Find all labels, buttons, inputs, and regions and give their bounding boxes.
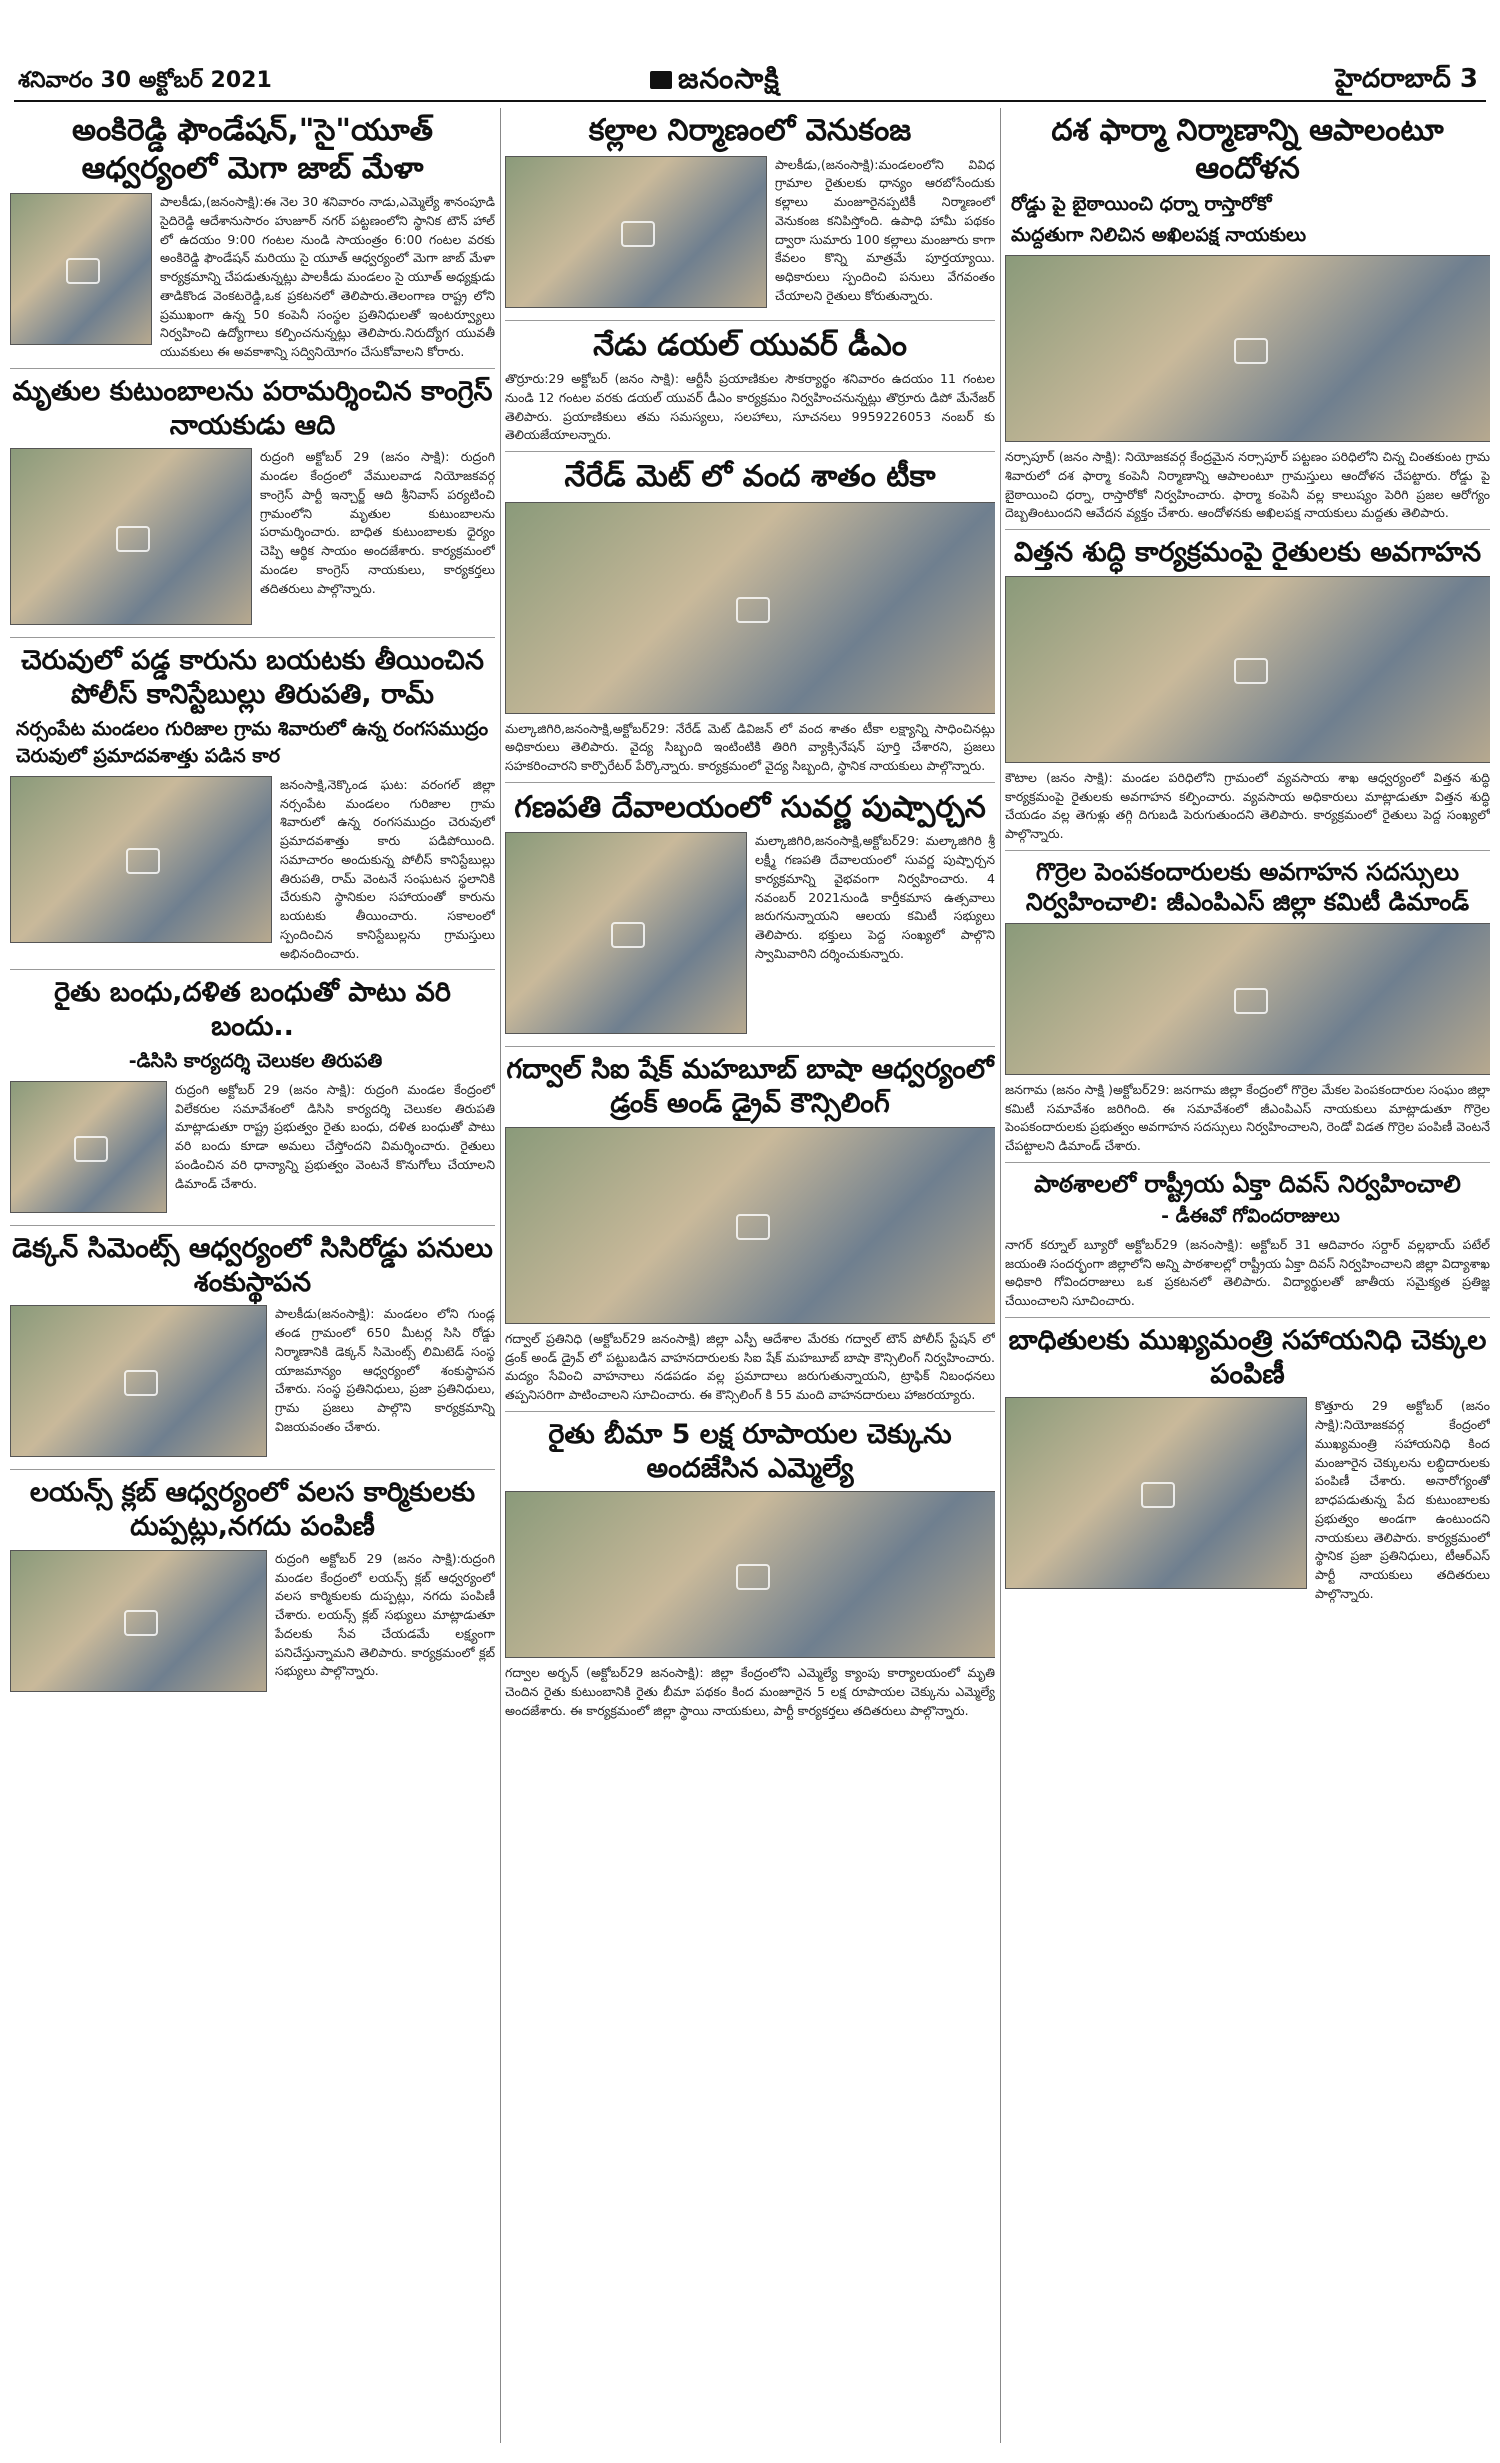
- masthead-rule: [14, 100, 1486, 102]
- story-body: పాలకీడు,(జనంసాక్షి):మండలంలోని వివిధ గ్రామాల రైతులకు ధాన్యం ఆరబోసేందుకు కల్లాలు మంజూరైనప్పటికీ నిర్మాణంలో వెనుకంజ కనిపిస్తోంది. ఉపాధి హామీ పథకం ద్వారా సుమారు 100 కల్లాలు మంజూరు కాగా కేవలం కొన్ని మాత్రమే పూర్తయ్యాయి. అధికారులు స్పందించి పనులు వేగవంతం చేయాలని రైతులు కోరుతున్నారు.: [775, 156, 995, 303]
- story-body: జనంసాక్షి,నెక్కొండ ఘట: వరంగల్ జిల్లా నర్సంపేట మండలం గురిజాల గ్రామ శివారులో ఉన్న రంగసముద్రం చెరువులో ప్రమాదవశాత్తు కారు పడిపోయింది. సమాచారం అందుకున్న పోలీస్ కానిస్టేబుల్లు తిరుపతి, రామ్ వెంటనే సంఘటన స్థలానికి చేరుకుని స్థానికుల సహాయంతో కారును బయటకు తీయించారు. సకాలంలో స్పందించిన కానిస్టేబుల్లను గ్రామస్తులు అభినందించారు.: [280, 776, 495, 961]
- column-3: [1005, 108, 1490, 2443]
- story-headline: మృతుల కుటుంబాలను పరామర్శించిన కాంగ్రెస్ నాయకుడు ఆది: [12, 375, 493, 441]
- story-kallalu: [505, 112, 995, 314]
- news-photo: [505, 1127, 995, 1324]
- page-number: హైదరాబాద్ 3: [1335, 64, 1478, 94]
- story-headline: కల్లాల నిర్మాణంలో వెనుకంజ: [588, 113, 912, 148]
- story-body: గద్వాల్ ప్రతినిధి (అక్టోబర్29 జనంసాక్షి) జిల్లా ఎస్పీ ఆదేశాల మేరకు గద్వాల్ టౌన్ పోలీస్ స్టేషన్ లో డ్రంక్ అండ్ డ్రైవ్ లో పట్టుబడిన వాహనదారులకు సిఐ షేక్ మహబూబ్ బాషా కౌన్సిలింగ్ నిర్వహించారు. మద్యం సేవించి వాహనాలు నడపడం వల్ల ప్రమాదాలు జరుగుతున్నాయని, ట్రాఫిక్ నిబంధనలు తప్పనిసరిగా పాటించాలని సూచించారు. ఈ కౌన్సిలింగ్ కి 55 మంది వాహనదారులు హాజరయ్యారు.: [505, 1330, 995, 1402]
- news-photo: [10, 1550, 267, 1692]
- story-headline: డెక్కన్ సిమెంట్స్ ఆధ్వర్యంలో సిసిరోడ్డు పనులు శంకుస్థాపన: [12, 1232, 493, 1298]
- story-body: పాలకీడు,(జనంసాక్షి):ఈ నెల 30 శనివారం నాడు,ఎమ్మెల్యే శానంపూడి సైదిరెడ్డి ఆదేశానుసారం హుజూర్ నగర్ పట్టణంలోని స్థానిక టౌన్ హాల్ లో ఉదయం 9:00 గంటల నుండి సాయంత్రం 6:00 గంటల వరకు అంకిరెడ్డి ఫౌండేషన్ మరియు సై యూత్ ఆధ్వర్యంలో మెగా జాబ్ మేళా కార్యక్రమాన్ని చేపడుతున్నట్లు పాలకీడు మండలం సై యూత్ అధ్యక్షుడు తాడికొండ వెంకటరెడ్డి,ఒక ప్రకటనలో తెలిపారు.తెలంగాణ రాష్ట్ర లోని ప్రముఖంగా ఉన్న 50 కంపెనీ సంస్థల ప్రతినిధులతో ఇంటర్వ్యూలు నిర్వహించి ఉద్యోగాలు కల్పించనున్నట్లు తెలిపారు.నిరుద్యోగ యువతీ యువకులు ఈ అవకాశాన్ని సద్వినియోగం చేసుకోవాలని కోరారు.: [160, 194, 495, 359]
- story-headline: నేరేడ్ మెట్ లో వంద శాతం టీకా: [564, 459, 936, 494]
- photo-icon: [1234, 988, 1268, 1014]
- story-divider: [505, 1411, 995, 1412]
- story-body: కౌటాల (జనం సాక్షి): మండల పరిధిలోని గ్రామంలో వ్యవసాయ శాఖ ఆధ్వర్యంలో విత్తన శుద్ధి కార్యక్రమంపై రైతులకు అవగాహన కల్పించారు. వ్యవసాయ అధికారులు మాట్లాడుతూ విత్తన శుద్ధి చేయడం వల్ల తెగుళ్లు తగ్గి దిగుబడి పెరుగుతుందని తెలిపారు. కార్యక్రమంలో రైతులు పెద్ద సంఖ్యలో పాల్గొన్నారు.: [1005, 769, 1490, 841]
- story-seed-treatment: [1005, 536, 1490, 844]
- column-divider: [500, 108, 501, 2443]
- photo-icon: [736, 1214, 770, 1240]
- photo-icon: [116, 526, 150, 552]
- story-body: నాగర్ కర్నూల్ బ్యూరో అక్టోబర్29 (జనంసాక్షి): అక్టోబర్ 31 ఆదివారం సర్దార్ వల్లభాయ్ పటేల్ జయంతి సందర్భంగా జిల్లాలోని అన్ని పాఠశాలల్లో రాష్ట్రీయ ఏక్తా దివస్ నిర్వహించాలని జిల్లా విద్యాశాఖ అధికారి గోవిందరాజులు ఒక ప్రకటనలో తెలిపారు. విద్యార్థులతో జాతీయ సమైక్యత ప్రతిజ్ఞ చేయించాలని సూచించారు.: [1005, 1236, 1490, 1308]
- story-divider: [1005, 1162, 1490, 1163]
- story-body: నర్సాపూర్ (జనం సాక్షి): నియోజకవర్గ కేంద్రమైన నర్సాపూర్ పట్టణం పరిధిలోని చిన్న చింతకుంట గ్రామ శివారులో దశ ఫార్మా కంపెనీ నిర్మాణాన్ని ఆపాలంటూ గ్రామస్తులు ఆందోళన చేపట్టారు. రోడ్డు పై బైఠాయించి ధర్నా, రాస్తారోకో నిర్వహించారు. ఫార్మా కంపెనీ వల్ల కాలుష్యం పెరిగి ప్రజల ఆరోగ్యం దెబ్బతింటుందని ఆవేదన వ్యక్తం చేశారు. ఆందోళనకు అఖిలపక్ష నాయకులు మద్దతు తెలిపారు.: [1005, 449, 1490, 521]
- story-headline: పాఠశాలలో రాష్ట్రీయ ఏక్తా దివస్ నిర్వహించాలి: [1034, 1169, 1461, 1198]
- story-cc-road: [10, 1232, 495, 1464]
- story-headline: రైతు బీమా 5 లక్ష రూపాయల చెక్కును అందజేసిన ఎమ్మెల్యే: [548, 1418, 952, 1484]
- photo-icon: [66, 258, 100, 284]
- story-pharma-protest: [1005, 112, 1490, 523]
- story-cmrf: [1005, 1324, 1490, 1604]
- story-divider: [505, 1046, 995, 1047]
- story-headline: లయన్స్ క్లబ్ ఆధ్వర్యంలో వలస కార్మికులకు దుప్పట్లు,నగదు పంపిణీ: [29, 1477, 476, 1542]
- story-rythu-bandhu: [10, 976, 495, 1219]
- story-divider: [1005, 850, 1490, 851]
- news-photo: [505, 156, 767, 308]
- story-ganapathi-temple: [505, 789, 995, 1041]
- story-divider: [505, 451, 995, 452]
- newspaper-name: జనంసాక్షి: [678, 62, 780, 95]
- story-body: కొత్తూరు 29 అక్టోబర్ (జనం సాక్షి):నియోజకవర్గ కేంద్రంలో ముఖ్యమంత్రి సహాయనిధి కింద మంజూరైన చెక్కులను లబ్ధిదారులకు పంపిణీ చేశారు. అనారోగ్యంతో బాధపడుతున్న పేద కుటుంబాలకు ప్రభుత్వం అండగా ఉంటుందని నాయకులు తెలిపారు. కార్యక్రమంలో స్థానిక ప్రజా ప్రతినిధులు, టీఆర్ఎస్ పార్టీ నాయకులు తదితరులు పాల్గొన్నారు.: [1315, 1398, 1490, 1601]
- photo-icon: [611, 922, 645, 948]
- story-headline: గొర్రెల పెంపకందారులకు అవగాహన సదస్సులు నిర్వహించాలి: జీఎంపిఎస్ జిల్లా కమిటీ డిమాండ్: [1025, 857, 1470, 916]
- column-2: [505, 108, 995, 2443]
- news-photo: [1005, 576, 1490, 763]
- news-photo: [10, 448, 252, 625]
- story-bullet: రోడ్డు పై బైఠాయించి ధర్నా రాస్తారోకో: [1011, 193, 1272, 215]
- story-body: గద్వాల అర్బన్ (అక్టోబర్29 జనంసాక్షి): జిల్లా కేంద్రంలోని ఎమ్మెల్యే క్యాంపు కార్యాలయంలో మృతి చెందిన రైతు కుటుంబానికి రైతు బీమా పథకం కింద మంజూరైన 5 లక్ష రూపాయల చెక్కును ఎమ్మెల్యే అందజేశారు. ఈ కార్యక్రమంలో జిల్లా స్థాయి నాయకులు, పార్టీ కార్యకర్తలు తదితరులు పాల్గొన్నారు.: [505, 1665, 995, 1718]
- newspaper-logo: [650, 62, 780, 102]
- photo-icon: [1234, 658, 1268, 684]
- story-divider: [505, 320, 995, 321]
- story-divider: [10, 637, 495, 638]
- issue-date: శనివారం 30 అక్టోబర్ 2021: [18, 68, 272, 93]
- photo-icon: [1234, 338, 1268, 364]
- photo-icon: [621, 221, 655, 247]
- news-photo: [10, 193, 152, 345]
- story-subheadline: - డీఈవో గోవిందరాజులు: [1161, 1204, 1340, 1227]
- news-photo: [10, 1305, 267, 1457]
- photo-icon: [736, 597, 770, 623]
- news-photo: [10, 776, 272, 943]
- photo-icon: [1141, 1482, 1175, 1508]
- news-photo: [10, 1081, 167, 1213]
- story-divider: [10, 969, 495, 970]
- story-body: మల్కాజిగిరి,జనంసాక్షి,అక్టోబర్29: నేరేడ్ మెట్ డివిజన్ లో వంద శాతం టీకా లక్ష్యాన్ని సాధించినట్లు అధికారులు తెలిపారు. వైద్య సిబ్బంది ఇంటింటికి తిరిగి వ్యాక్సినేషన్ పూర్తి చేశారని, ప్రజలు సహకరించారని కార్పొరేటర్ పేర్కొన్నారు. కార్యక్రమంలో వైద్య సిబ్బంది, స్థానిక నాయకులు పాల్గొన్నారు.: [505, 720, 995, 773]
- story-divider: [10, 1469, 495, 1470]
- story-lions-club: [10, 1476, 495, 1698]
- story-bullet: మద్దతుగా నిలిచిన అఖిలపక్ష నాయకులు: [1011, 224, 1307, 246]
- photo-icon: [74, 1136, 108, 1162]
- story-divider: [10, 368, 495, 369]
- news-photo: [505, 832, 747, 1034]
- story-dial-your-dm: [505, 327, 995, 446]
- news-photo: [505, 502, 995, 714]
- story-headline: రైతు బంధు,దళిత బంధుతో పాటు వరి బందు..: [54, 977, 451, 1042]
- story-divider: [505, 782, 995, 783]
- photo-icon: [126, 848, 160, 874]
- story-rythu-bima: [505, 1418, 995, 1721]
- photo-icon: [124, 1370, 158, 1396]
- story-headline: చెరువులో పడ్డ కారును బయటకు తీయించిన పోలీస్ కానిస్టేబుల్లు తిరుపతి, రామ్: [21, 645, 484, 710]
- story-headline: విత్తన శుద్ధి కార్యక్రమంపై రైతులకు అవగాహన: [1013, 537, 1482, 568]
- masthead: [0, 0, 1500, 96]
- news-photo: [1005, 255, 1490, 442]
- story-body: తొర్రూరు:29 అక్టోబర్ (జనం సాక్షి): ఆర్టీసీ ప్రయాణికుల సౌకర్యార్థం శనివారం ఉదయం 11 గంటల నుండి 12 గంటల వరకు డయల్ యువర్ డీఎం కార్యక్రమం నిర్వహించనున్నట్లు తొర్రూరు డిపో మేనేజర్ తెలిపారు. ప్రయాణికులు తమ సమస్యలు, సలహాలు, సూచనలు 9959226053 నంబర్ కు తెలియజేయాలన్నారు.: [505, 371, 995, 443]
- photo-icon: [736, 1564, 770, 1590]
- story-subheadline: నర్సంపేట మండలం గురిజాల గ్రామ శివారులో ఉన్న రంగసముద్రం చెరువులో ప్రమాదవశాత్తు పడిన కార: [16, 717, 489, 767]
- story-body: రుద్రంగి అక్టోబర్ 29 (జనం సాక్షి): రుద్రంగి మండల కేంద్రంలో వేములవాడ నియోజకవర్గ కాంగ్రెస్ పార్టీ ఇన్చార్జ్ ఆది శ్రీనివాస్ పర్యటించి గ్రామంలోని మృతుల కుటుంబాలను పరామర్శించారు. బాధిత కుటుంబాలకు ధైర్యం చెప్పి ఆర్థిక సాయం అందజేశారు. కార్యక్రమంలో మండల కాంగ్రెస్ నాయకులు, కార్యకర్తలు తదితరులు పాల్గొన్నారు.: [260, 449, 495, 596]
- logo-icon: [650, 71, 672, 89]
- story-divider: [10, 1225, 495, 1226]
- story-headline: బాధితులకు ముఖ్యమంత్రి సహాయనిధి చెక్కుల పంపిణీ: [1008, 1324, 1487, 1390]
- story-headline: గద్వాల్ సిఐ షేక్ మహబూబ్ బాషా ఆధ్వర్యంలో డ్రంక్ అండ్ డ్రైవ్ కౌన్సిలింగ్: [506, 1054, 994, 1119]
- news-photo: [1005, 923, 1490, 1075]
- story-gmps: [1005, 857, 1490, 1156]
- story-headline: అంకిరెడ్డి ఫౌండేషన్,"సై"యూత్ ఆధ్వర్యంలో మెగా జాబ్ మేళా: [71, 113, 434, 186]
- story-body: పాలకీడు(జనంసాక్షి): మండలం లోని గుండ్ల తండ గ్రామంలో 650 మీటర్ల సిసి రోడ్డు నిర్మాణానికి డెక్కన్ సిమెంట్స్ లిమిటెడ్ సంస్థ యాజమాన్యం ఆధ్వర్యంలో శంకుస్థాపన చేశారు. సంస్థ ప్రతినిధులు, ప్రజా ప్రతినిధులు, గ్రామ ప్రజలు పాల్గొని కార్యక్రమాన్ని విజయవంతం చేశారు.: [275, 1306, 495, 1434]
- story-headline: దశ ఫార్మా నిర్మాణాన్ని ఆపాలంటూ ఆందోళన: [1051, 113, 1444, 186]
- story-headline: నేడు డయల్ యువర్ డీఎం: [593, 327, 907, 363]
- story-divider: [1005, 529, 1490, 530]
- story-body: రుద్రంగి అక్టోబర్ 29 (జనం సాక్షి): రుద్రంగి మండల కేంద్రంలో విలేకరుల సమావేశంలో డిసిసి కార్యదర్శి చెలుకల తిరుపతి మాట్లాడుతూ రాష్ట్ర ప్రభుత్వం రైతు బంధు, దళిత బంధుతో పాటు వరి బందు కూడా అమలు చేస్తోందని విమర్శించారు. రైతులు పండించిన వరి ధాన్యాన్ని ప్రభుత్వం వెంటనే కొనుగోలు చేయాలని డిమాండ్ చేశారు.: [175, 1081, 495, 1191]
- story-drunk-drive: [505, 1053, 995, 1405]
- story-subheadline: -డిసిసి కార్యదర్శి చెలుకల తిరుపతి: [128, 1049, 383, 1072]
- story-body: మల్కాజిగిరి,జనంసాక్షి,అక్టోబర్29: మల్కాజిగిరి శ్రీ లక్ష్మీ గణపతి దేవాలయంలో సువర్ణ పుష్పార్చన కార్యక్రమాన్ని వైభవంగా నిర్వహించారు. 4 నవంబర్ 2021నుండి కార్తీకమాస ఉత్సవాలు జరుగనున్నాయని ఆలయ కమిటీ సభ్యులు తెలిపారు. భక్తులు పెద్ద సంఖ్యలో పాల్గొని స్వామివారిని దర్శించుకున్నారు.: [755, 833, 995, 961]
- column-1: [10, 108, 495, 2443]
- story-condolence: [10, 375, 495, 632]
- story-ekta-divas: [1005, 1169, 1490, 1311]
- column-divider: [1000, 108, 1001, 2443]
- story-body: రుద్రంగి అక్టోబర్ 29 (జనం సాక్షి):రుద్రంగి మండల కేంద్రంలో లయన్స్ క్లబ్ ఆధ్వర్యంలో వలస కార్మికులకు దుప్పట్లు, నగదు పంపిణీ చేశారు. లయన్స్ క్లబ్ సభ్యులు మాట్లాడుతూ పేదలకు సేవ చేయడమే లక్ష్యంగా పనిచేస్తున్నామని తెలిపారు. కార్యక్రమంలో క్లబ్ సభ్యులు పాల్గొన్నారు.: [275, 1550, 495, 1679]
- story-car-rescue: [10, 644, 495, 963]
- news-photo: [505, 1491, 995, 1658]
- story-job-mela: [10, 112, 495, 362]
- story-body: జనగామ (జనం సాక్షి )అక్టోబర్29: జనగామ జిల్లా కేంద్రంలో గొర్రెల మేకల పెంపకందారుల సంఘం జిల్లా కమిటీ సమావేశం జరిగింది. ఈ సమావేశంలో జీఎంపిఎస్ నాయకులు మాట్లాడుతూ గొర్రెల పెంపకందారులకు ప్రభుత్వం అవగాహన సదస్సులు నిర్వహించాలని, రెండో విడత గొర్రెల పంపిణీ వెంటనే చేపట్టాలని డిమాండ్ చేశారు.: [1005, 1081, 1490, 1153]
- story-vaccination: [505, 458, 995, 776]
- story-divider: [1005, 1317, 1490, 1318]
- photo-icon: [124, 1610, 158, 1636]
- news-photo: [1005, 1397, 1307, 1589]
- story-headline: గణపతి దేవాలయంలో సువర్ణ పుష్పార్చన: [514, 789, 986, 825]
